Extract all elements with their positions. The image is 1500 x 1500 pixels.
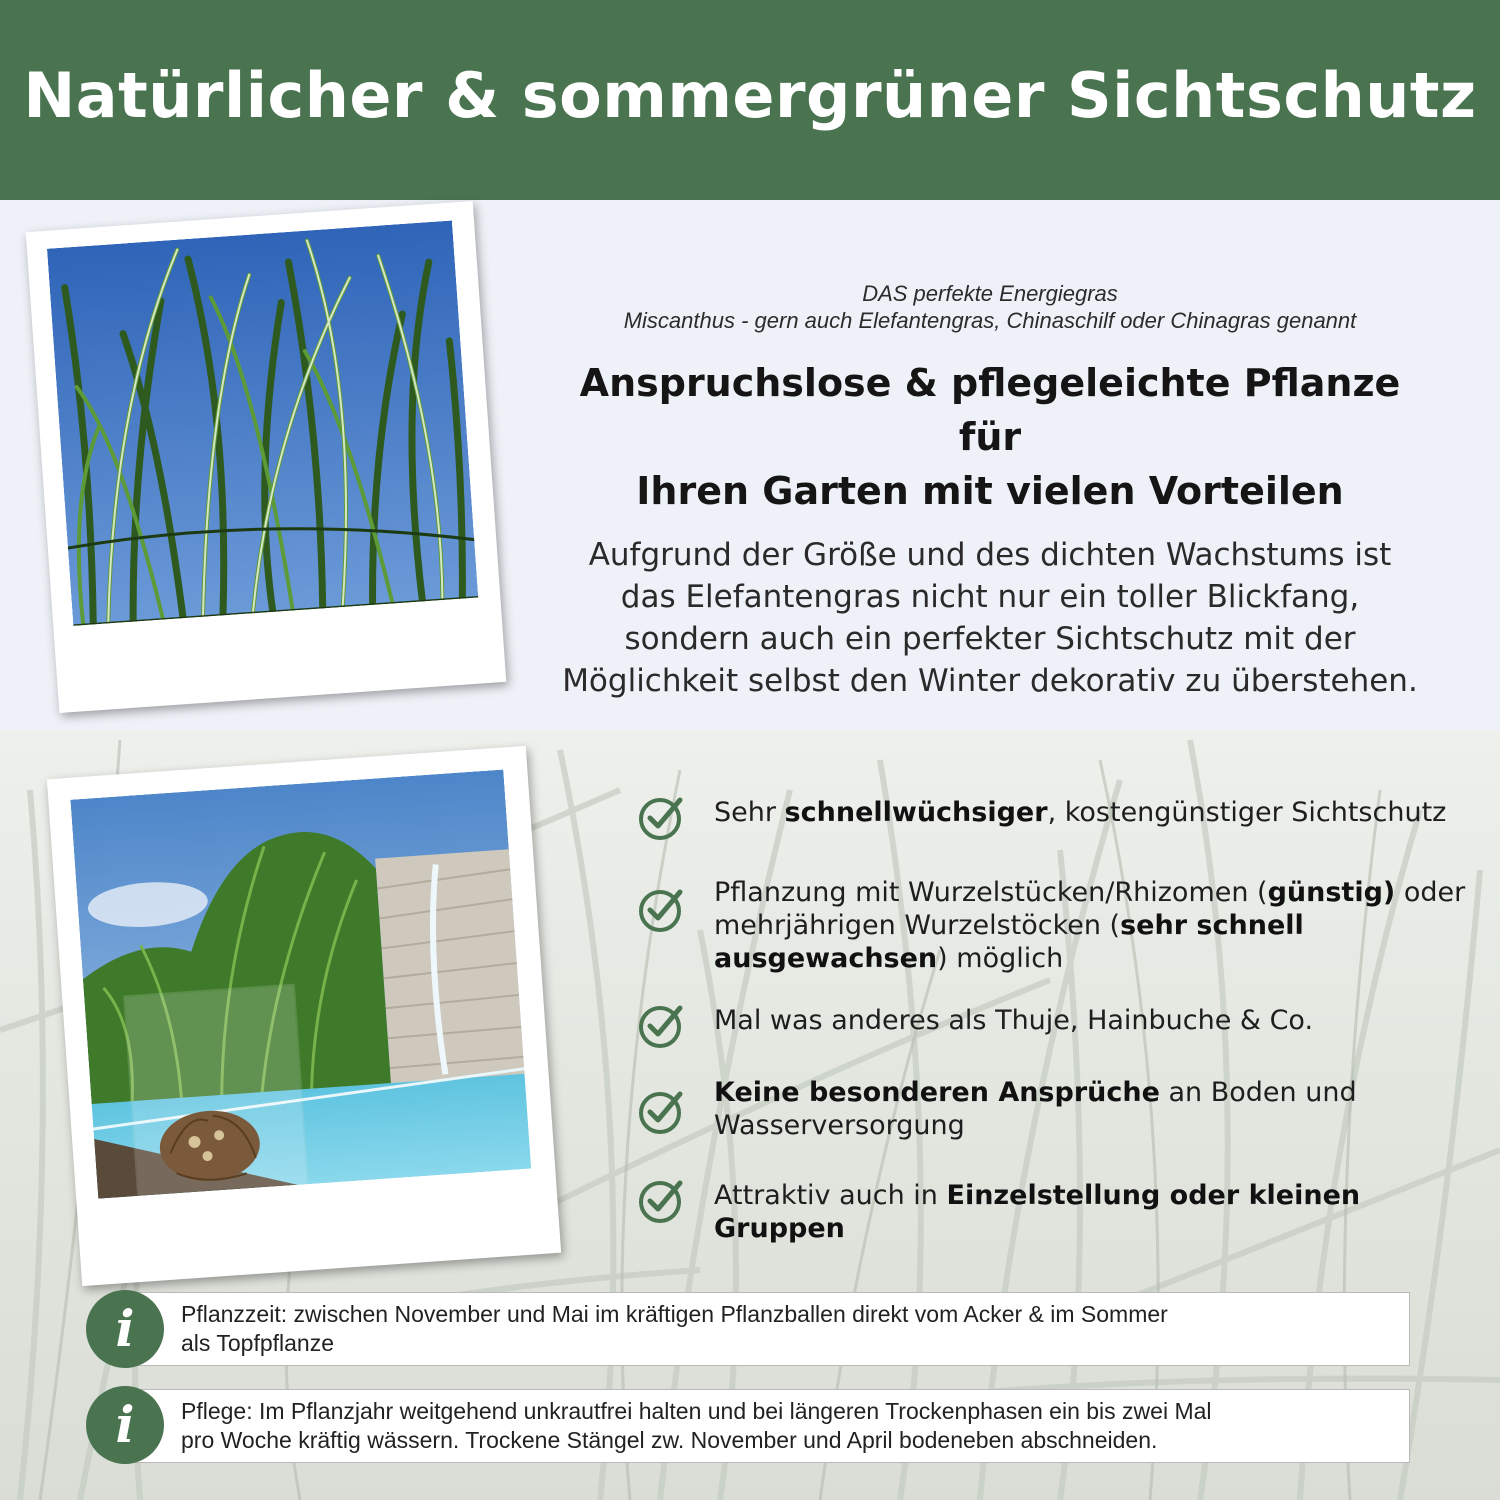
info-text-line: pro Woche kräftig wässern. Trockene Stängel zw. November und April bodeneben abschneiden. <box>181 1427 1158 1453</box>
check-circle-icon <box>636 792 686 842</box>
polaroid-frame-grass <box>26 201 507 713</box>
grass-sky-photo <box>47 220 478 625</box>
info-text-line: Pflege: Im Pflanzjahr weitgehend unkrautfrei halten und bei längeren Trockenphasen ein bis zwei Mal <box>181 1398 1212 1424</box>
benefit-text <box>714 876 1474 975</box>
info-box-planting-time <box>132 1292 1410 1366</box>
intro-body-line-4: Möglichkeit selbst den Winter dekorativ zu überstehen. <box>562 663 1418 699</box>
intro-body-line-3: sondern auch ein perfekter Sichtschutz mit der <box>624 621 1356 657</box>
benefit-text-bold: günstig) <box>1267 877 1396 908</box>
benefit-text-part: an Boden und Wasserversorgung <box>714 1077 1357 1141</box>
benefit-text-part: oder mehrjährigen Wurzelstöcken ( <box>714 877 1466 941</box>
benefit-text-bold: schnellwüchsiger <box>784 797 1048 828</box>
info-text <box>181 1397 1381 1455</box>
page-title: Natürlicher & sommergrüner Sichtschutz <box>23 58 1477 132</box>
benefit-text <box>714 796 1474 829</box>
intro-heading <box>560 356 1420 518</box>
polaroid-frame-pool <box>47 746 561 1286</box>
intro-tagline: DAS perfekte Energiegras <box>862 281 1118 306</box>
benefit-text: Mal was anderes als Thuje, Hainbuche & Co. <box>714 1005 1314 1036</box>
benefit-text <box>714 1179 1474 1245</box>
check-circle-icon <box>636 1000 686 1050</box>
benefit-text-bold: Keine besonderen Ansprüche <box>714 1077 1160 1108</box>
benefit-text-part: ) möglich <box>937 943 1064 974</box>
benefit-text <box>714 1076 1474 1142</box>
benefit-text-part: Pflanzung mit Wurzelstücken/Rhizomen ( <box>714 877 1268 908</box>
benefit-text-part: , kostengünstiger Sichtschutz <box>1047 797 1447 828</box>
intro-text-block <box>560 280 1420 702</box>
info-icon: i <box>86 1290 164 1368</box>
check-circle-icon <box>636 884 686 934</box>
info-box-care <box>132 1389 1410 1463</box>
pool-garden-photo <box>70 769 531 1198</box>
info-text-line: Pflanzzeit: zwischen November und Mai im kräftigen Pflanzballen direkt vom Acker & im Sommer <box>181 1301 1168 1327</box>
intro-heading-line-2: Ihren Garten mit vielen Vorteilen <box>636 469 1344 513</box>
check-circle-icon <box>636 1175 686 1225</box>
intro-body <box>560 534 1420 702</box>
info-text-line: als Topfpflanze <box>181 1330 335 1356</box>
intro-body-line-1: Aufgrund der Größe und des dichten Wachstums ist <box>588 537 1392 573</box>
benefit-text-part: Attraktiv auch in <box>714 1180 947 1211</box>
benefit-text-bold: Einzelstellung oder kleinen Gruppen <box>714 1180 1361 1244</box>
info-icon: i <box>86 1386 164 1464</box>
benefit-text-bold: sehr schnell ausgewachsen <box>714 910 1304 974</box>
intro-subtitle: Miscanthus - gern auch Elefantengras, Chinaschilf oder Chinagras genannt <box>623 308 1357 333</box>
check-circle-icon <box>636 1086 686 1136</box>
info-text <box>181 1300 1381 1358</box>
intro-body-line-2: das Elefantengras nicht nur ein toller Blickfang, <box>620 579 1360 615</box>
header-banner <box>0 0 1500 200</box>
benefit-text-part: Sehr <box>714 797 785 828</box>
intro-heading-line-1: Anspruchslose & pflegeleichte Pflanze für <box>579 361 1401 459</box>
